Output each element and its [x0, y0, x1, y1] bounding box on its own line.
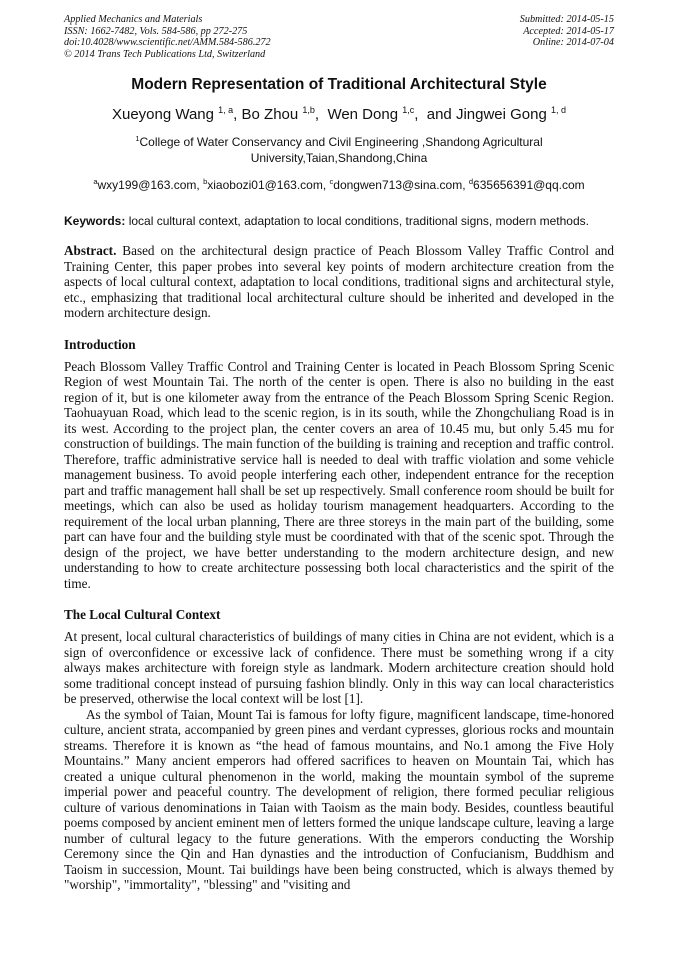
keywords-text: local cultural context, adaptation to local conditions, traditional signs, modern methods.	[128, 214, 589, 229]
email-link[interactable]: dongwen713@sina.com	[333, 178, 463, 193]
body-paragraph: Peach Blossom Valley Traffic Control and Training Center is located in Peach Blossom Spring Scenic Region of west Mountain Tai. The north of the center is open. There is also no building in the east region of it, but is one kilometer away from the entrance of the Peach Blossom Spring Scenic Region. Taohuayuan Road, which lead to the scenic region, is in its south, while the Zhongchuliang Road is in its west. According to the project plan, the center covers an area of 10.45 mu, but only 5.45 mu for construction of buildings. The main function of the building is training and reception and traffic control. Therefore, traffic administrative service hall is needed to deal with traffic violation and some vehicle management business. To avoid people interfering each other, independent entrance for the reception part and traffic management hall shall be set up respectively. Small conference room should be built for meetings, which can also be used as holiday tourism management headquarters. According to the requirement of the local urban planning, There are three storeys in the main part of the building, some part can have four and the building style must be coordinated with that of the scenic spot. Through the design of the project, we have better understanding to the modern architecture design, and new understanding to how to create architecture possessing both local characteristics and the spirit of the time.	[64, 358, 614, 591]
author-name: Wen Dong	[327, 106, 399, 124]
email-superscript: c	[329, 177, 334, 187]
email-superscript: d	[468, 177, 474, 187]
author-name: Xueyong Wang	[111, 106, 214, 124]
author-superscript: 1,c	[402, 105, 415, 116]
keywords-label: Keywords:	[64, 214, 126, 229]
author-superscript: 1, a	[218, 105, 234, 116]
section-heading-introduction: Introduction	[64, 336, 136, 352]
body-paragraph: At present, local cultural characteristics of buildings of many cities in China are not evident, which is a sign of overconfidence or excessive lack of confidence. There must be something wrong if a city always makes architecture with foreign style as landmark. Modern architecture creation should hold some traditional concept instead of pursuing fashion blindly. Only in this way can local characteristics be preserved, otherwise the local context will be lost [1].	[64, 629, 614, 707]
journal-name: Applied Mechanics and Materials	[64, 14, 203, 25]
affiliation-text: College of Water Conservancy and Civil Engineering ,Shandong Agricultural University,Taian,Shandong,China	[139, 135, 543, 166]
paper-title: Modern Representation of Traditional Architectural Style	[131, 76, 547, 94]
dates-info	[520, 14, 614, 60]
email-superscript: a	[93, 177, 98, 187]
email-list: $^a$wxy199@163.com, $^b$xiaobozi01@163.com, $^c$dongwen713@sina.com, $^d$635656391@qq.com	[93, 177, 585, 193]
accepted-date: Accepted: 2014-05-17	[523, 25, 614, 37]
author-name: Jingwei Gong	[455, 106, 547, 124]
author-superscript: 1,b	[302, 105, 315, 116]
body-paragraph: As the symbol of Taian, Mount Tai is famous for lofty figure, magnificent landscape, time-honored culture, ancient strata, accompanied by green pines and verdant cypresses, glorious rocks and mountain streams. Therefore it is known as “the head of famous mountains, and No.1 among the Five Holy Mountains.” Many ancient emperors had offered sacrifices to heaven on Mountain Tai, which has created a unique cultural phenomenon in the world, making the mountain symbol of the supreme imperial power and peaceful country. The development of religion, there formed peculiar religious culture of various denominations in Taian with Taoism as the main body. Besides, countless beautiful poems composed by ancient eminent men of letters formed the unique landscape culture, leaving a large number of cultural legacy to the future generations. With the emperors conducting the Worship Ceremony since the Qin and Han dynasties and the introduction of Confucianism, Buddhism and Taoism in succession, Mount. Tai buildings have been being constructed, which is always themed by "worship", "immortality", "blessing" and "visiting and	[64, 706, 614, 893]
submitted-date: Submitted: 2014-05-15	[519, 14, 614, 25]
abstract	[64, 243, 614, 321]
abstract-label: Abstract.	[64, 243, 117, 259]
publication-info	[64, 14, 271, 60]
email-link[interactable]: wxy199@163.com	[97, 178, 197, 193]
section-heading-local-cultural-context: The Local Cultural Context	[64, 607, 221, 623]
email-link[interactable]: 635656391@qq.com	[473, 178, 585, 193]
author-list: Xueyong Wang $^{1, a}$, Bo Zhou $^{1,b}$, Wen Dong $^{1,c}$, and Jingwei Gong $^{1, d}$	[111, 105, 567, 124]
author-name: Bo Zhou	[241, 106, 299, 124]
email-link[interactable]: xiaobozi01@163.com	[207, 178, 323, 193]
copyright: © 2014 Trans Tech Publications Ltd, Switzerland	[64, 48, 266, 60]
affiliation-superscript: 1	[135, 134, 140, 144]
page-header	[64, 14, 614, 60]
author-superscript: 1, d	[551, 105, 567, 116]
doi: doi:10.4028/www.scientific.net/AMM.584-586.272	[64, 37, 271, 49]
abstract-text: Based on the architectural design practice of Peach Blossom Valley Traffic Control and Training Center, this paper probes into several key points of modern architecture creation from the aspects of local cultural context, adaptation to local conditions, traditional signs and architectural style, etc., emphasizing that traditional local architectural culture should be inherited and developed in the modern architecture design.	[64, 243, 614, 321]
issn: ISSN: 1662-7482, Vols. 584-586, pp 272-275	[64, 25, 248, 37]
affiliation	[104, 131, 574, 166]
online-date: Online: 2014-07-04	[532, 37, 614, 49]
keywords	[64, 214, 614, 228]
email-superscript: b	[203, 177, 208, 187]
